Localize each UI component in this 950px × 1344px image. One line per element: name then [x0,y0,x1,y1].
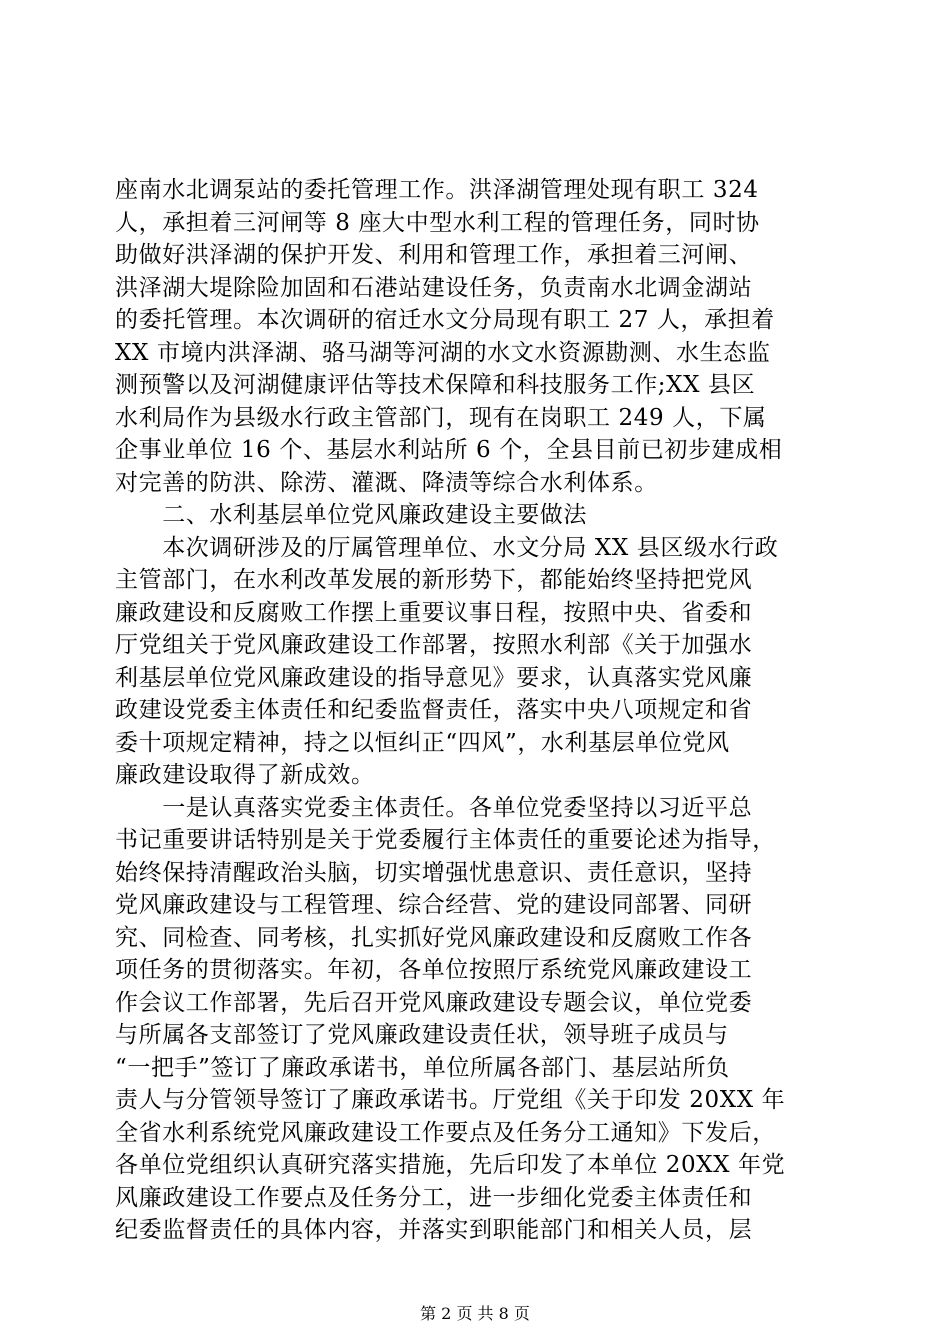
text-line: 廉政建设取得了新成效。 [115,762,375,788]
text-line: 洪泽湖大堤除险加固和石港站建设任务，负责南水北调金湖站 [115,274,753,301]
text-line: 作会议工作部署，先后召开党风廉政建设专题会议，单位党委 [115,989,753,1016]
body-text [115,174,835,1247]
text-line: 政建设党委主体责任和纪委监督责任，落实中央八项规定和省 [115,697,753,723]
text-line: 责人与分管领导签订了廉政承诺书。厅党组《关于印发 20XX 年 [115,1087,786,1113]
text-line: 人，承担着三河闸等 8 座大中型水利工程的管理任务，同时协 [115,209,760,236]
text-line: 对完善的防洪、除涝、灌溉、降渍等综合水利体系。 [115,469,658,496]
text-line: 委十项规定精神，持之以恒纠正“四风”，水利基层单位党风 [115,729,730,756]
text-line: 一是认真落实党委主体责任。各单位党委坚持以习近平总 [115,794,753,821]
section-heading: 二、水利基层单位党风廉政建设主要做法 [115,502,587,528]
text-line: 企事业单位 16 个、基层水利站所 6 个，全县目前已初步建成相 [115,437,783,463]
text-line: 利基层单位党风廉政建设的指导意见》要求，认真落实党风廉 [115,664,753,691]
text-line: 助做好洪泽湖的保护开发、利用和管理工作，承担着三河闸、 [115,242,753,268]
text-line: 廉政建设和反腐败工作摆上重要议事日程，按照中央、省委和 [115,599,753,626]
text-line: 厅党组关于党风廉政建设工作部署，按照水利部《关于加强水 [115,632,753,658]
page-number-footer: 第 2 页 共 8 页 [420,1304,530,1323]
text-line: 项任务的贯彻落实。年初，各单位按照厅系统党风廉政建设工 [115,957,753,983]
text-line: 水利局作为县级水行政主管部门，现有在岗职工 249 人，下属 [115,404,767,431]
text-line: 风廉政建设工作要点及任务分工，进一步细化党委主体责任和 [115,1184,753,1211]
text-line: 纪委监督责任的具体内容，并落实到职能部门和相关人员，层 [115,1217,753,1243]
text-line: 主管部门，在水利改革发展的新形势下，都能始终坚持把党风 [115,567,753,593]
text-line: XX 市境内洪泽湖、骆马湖等河湖的水文水资源勘测、水生态监 [115,339,771,366]
text-line: 各单位党组织认真研究落实措施，先后印发了本单位 20XX 年党 [115,1152,786,1178]
text-line: 究、同检查、同考核，扎实抓好党风廉政建设和反腐败工作各 [115,924,753,951]
text-line: 测预警以及河湖健康评估等技术保障和科技服务工作;XX 县区 [115,372,756,398]
text-line: 座南水北调泵站的委托管理工作。洪泽湖管理处现有职工 324 [115,177,759,203]
text-line: 党风廉政建设与工程管理、综合经营、党的建设同部署、同研 [115,892,753,918]
text-line: “一把手”签订了廉政承诺书，单位所属各部门、基层站所负 [115,1054,730,1081]
text-line: 与所属各支部签订了党风廉政建设责任状，领导班子成员与 [115,1022,729,1048]
text-line: 全省水利系统党风廉政建设工作要点及任务分工通知》下发后， [115,1119,776,1146]
text-line: 始终保持清醒政治头脑，切实增强忧患意识、责任意识，坚持 [115,859,753,886]
text-line: 的委托管理。本次调研的宿迁水文分局现有职工 27 人，承担着 [115,307,775,333]
text-line: 书记重要讲话特别是关于党委履行主体责任的重要论述为指导， [115,827,776,853]
text-line: 本次调研涉及的厅属管理单位、水文分局 XX 县区级水行政 [115,534,779,561]
